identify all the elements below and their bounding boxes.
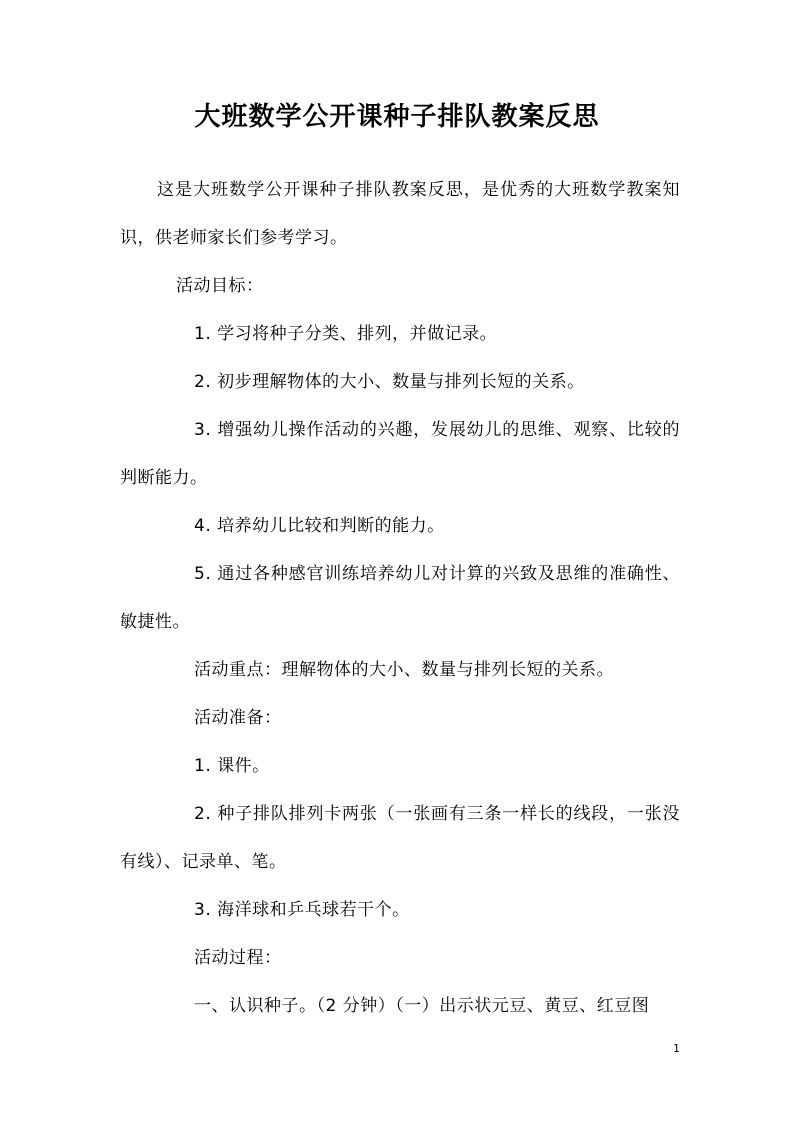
- heading-preparation: 活动准备：: [194, 708, 282, 728]
- paragraph-key-point: 活动重点：理解物体的大小、数量与排列长短的关系。: [194, 660, 614, 680]
- document-body: [120, 166, 680, 1030]
- paragraph-intro: 这是大班数学公开课种子排队教案反思，是优秀的大班数学教案知识，供老师家长们参考学习。: [120, 180, 680, 248]
- goal-item-5: 5. 通过各种感官训练培养幼儿对计算的兴致及思维的准确性、敏捷性。: [120, 564, 680, 632]
- goal-item-3: 3. 增强幼儿操作活动的兴趣，发展幼儿的思维、观察、比较的判断能力。: [120, 420, 680, 488]
- goal-item-2: 2. 初步理解物体的大小、数量与排列长短的关系。: [194, 372, 585, 392]
- page-number: 1: [673, 1042, 680, 1055]
- goal-item-4: 4. 培养幼儿比较和判断的能力。: [194, 516, 445, 536]
- preparation-item-3: 3. 海洋球和乒乓球若干个。: [194, 900, 410, 920]
- page-title: 大班数学公开课种子排队教案反思: [194, 102, 600, 132]
- preparation-item-2: 2. 种子排队排列卡两张（一张画有三条一样长的线段，一张没有线）、记录单、笔。: [120, 804, 680, 872]
- goal-item-1: 1. 学习将种子分类、排列，并做记录。: [194, 324, 498, 344]
- heading-activity-goals: 活动目标：: [176, 276, 264, 296]
- preparation-item-1: 1. 课件。: [194, 756, 270, 776]
- process-item-1: 一、认识种子。（2 分钟）（一）出示状元豆、黄豆、红豆图: [194, 996, 650, 1016]
- heading-process: 活动过程：: [194, 948, 282, 968]
